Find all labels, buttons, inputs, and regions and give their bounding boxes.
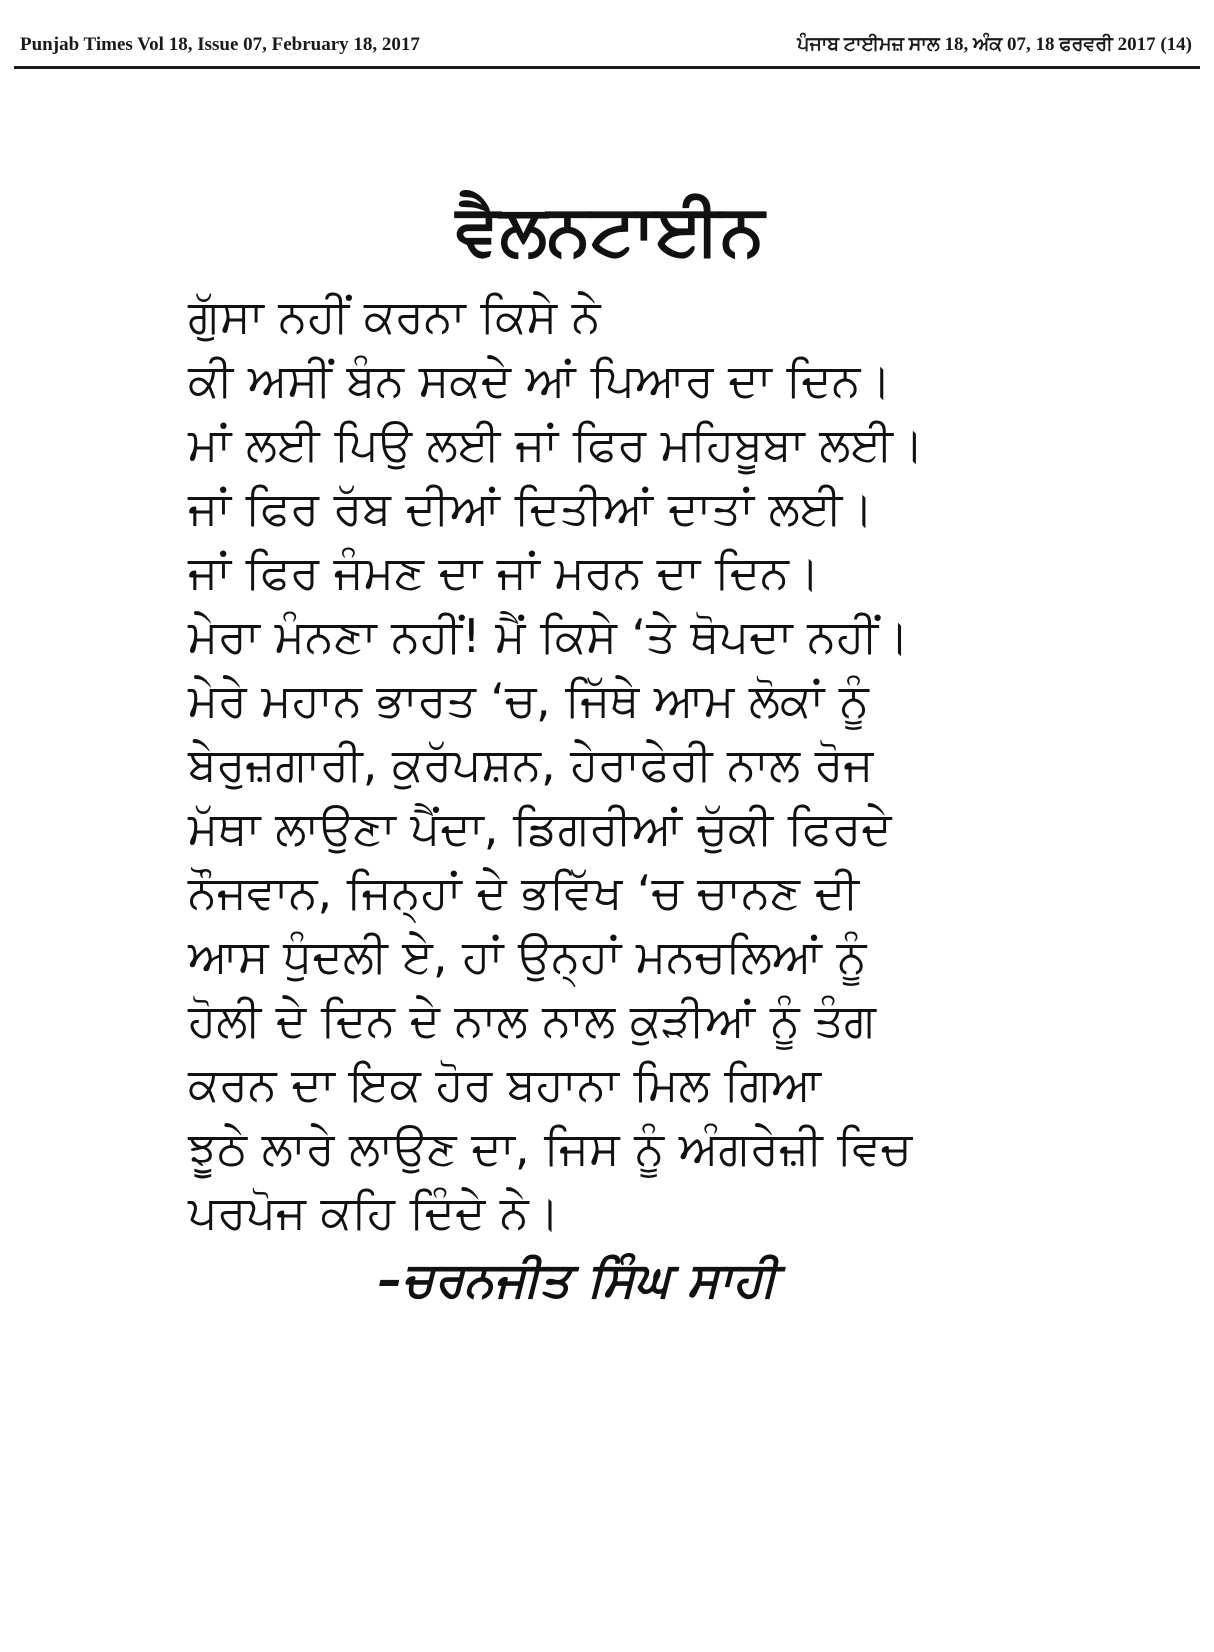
poem-line: ਹੋਲੀ ਦੇ ਦਿਨ ਦੇ ਨਾਲ ਨਾਲ ਕੁੜੀਆਂ ਨੂੰ ਤੰਗ	[188, 993, 876, 1047]
poem-lines	[188, 284, 1188, 1244]
header-publication-info: Punjab Times Vol 18, Issue 07, February 18, 2017	[20, 34, 420, 55]
page-header	[14, 26, 1200, 69]
poem-line: ਜਾਂ ਫਿਰ ਰੱਬ ਦੀਆਂ ਦਿਤੀਆਂ ਦਾਤਾਂ ਲਈ।	[188, 481, 874, 535]
poem-author: –ਚਰਨਜੀਤ ਸਿੰਘ ਸਾਹੀ	[378, 1252, 777, 1308]
poem	[0, 180, 1214, 1316]
poem-line: ਝੂਠੇ ਲਾਰੇ ਲਾਉਣ ਦਾ, ਜਿਸ ਨੂੰ ਅੰਗਰੇਜ਼ੀ ਵਿਚ	[188, 1121, 912, 1175]
poem-line: ਨੌਜਵਾਨ, ਜਿਨ੍ਹਾਂ ਦੇ ਭਵਿੱਖ ‘ਚ ਚਾਨਣ ਦੀ	[188, 865, 859, 919]
poem-line: ਮਾਂ ਲਈ ਪਿਉ ਲਈ ਜਾਂ ਫਿਰ ਮਹਿਬੂਬਾ ਲਈ।	[188, 417, 925, 471]
poem-line: ਪਰਪੋਜ ਕਹਿ ਦਿੰਦੇ ਨੇ।	[188, 1185, 560, 1239]
poem-line: ਕੀ ਅਸੀਂ ਬੰਨ ਸਕਦੇ ਆਂ ਪਿਆਰ ਦਾ ਦਿਨ।	[188, 353, 892, 407]
poem-line: ਮੱਥਾ ਲਾਉਣਾ ਪੈਂਦਾ, ਡਿਗਰੀਆਂ ਚੁੱਕੀ ਫਿਰਦੇ	[188, 801, 892, 855]
poem-line: ਕਰਨ ਦਾ ਇਕ ਹੋਰ ਬਹਾਨਾ ਮਿਲ ਗਿਆ	[188, 1057, 822, 1111]
poem-line: ਜਾਂ ਫਿਰ ਜੰਮਣ ਦਾ ਜਾਂ ਮਰਨ ਦਾ ਦਿਨ।	[188, 545, 820, 599]
poem-line: ਬੇਰੁਜ਼ਗਾਰੀ, ਕੁਰੱਪਸ਼ਨ, ਹੇਰਾਫੇਰੀ ਨਾਲ ਰੋਜ	[188, 737, 874, 791]
poem-line: ਆਸ ਧੁੰਦਲੀ ਏ, ਹਾਂ ਉਨ੍ਹਾਂ ਮਨਚਲਿਆਂ ਨੂੰ	[188, 929, 867, 983]
header-publication-info-punjabi: ਪੰਜਾਬ ਟਾਈਮਜ਼ ਸਾਲ 18, ਅੰਕ 07, 18 ਫਰਵਰੀ 2017 (14)	[797, 34, 1192, 55]
poem-line: ਗੁੱਸਾ ਨਹੀਂ ਕਰਨਾ ਕਿਸੇ ਨੇ	[188, 289, 601, 343]
poem-line: ਮੇਰਾ ਮੰਨਣਾ ਨਹੀਂ! ਮੈਂ ਕਿਸੇ ‘ਤੇ ਥੋਪਦਾ ਨਹੀਂ।	[188, 609, 910, 663]
poem-title: ਵੈਲਨਟਾਈਨ	[455, 189, 765, 271]
poem-line: ਮੇਰੇ ਮਹਾਨ ਭਾਰਤ ‘ਚ, ਜਿੱਥੇ ਆਮ ਲੋਕਾਂ ਨੂੰ	[188, 673, 869, 727]
